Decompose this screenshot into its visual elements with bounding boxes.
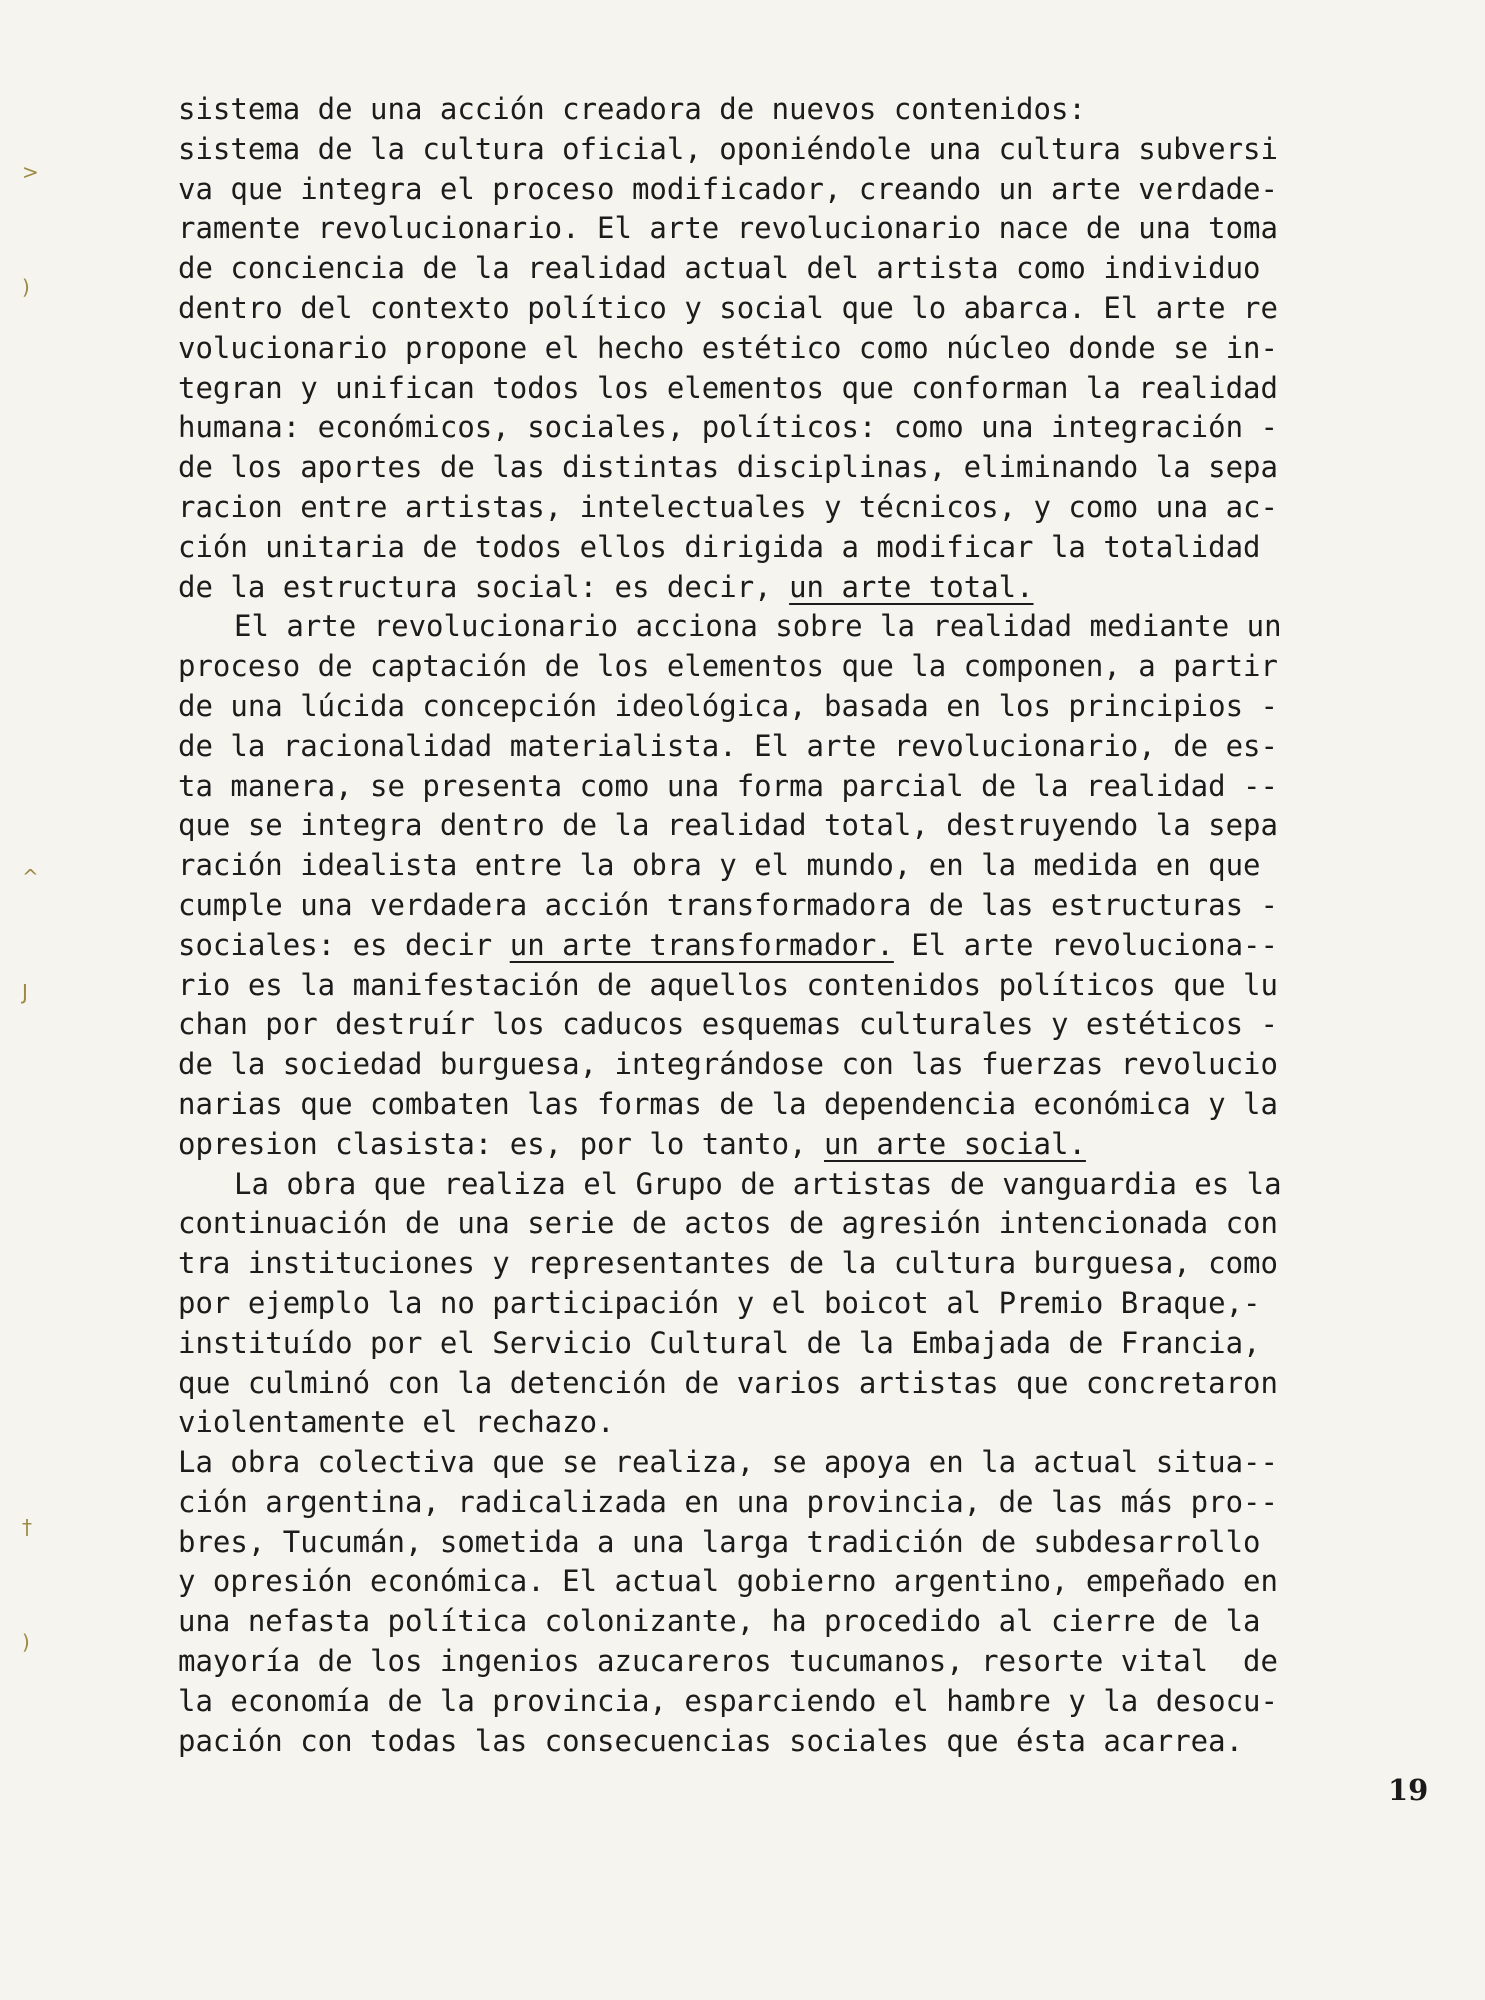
line-text: La obra colectiva que se realiza, se apoya en la actual situa--: [178, 1445, 1278, 1480]
text-line: [178, 846, 1433, 886]
text-line: [178, 607, 1433, 647]
text-line: [178, 1523, 1433, 1563]
underlined-phrase: un arte transformador.: [509, 927, 894, 962]
margin-mark: >: [22, 160, 39, 184]
text-line: [178, 369, 1433, 409]
line-text: narias que combaten las formas de la dependencia económica y la: [178, 1086, 1278, 1121]
line-text: cumple una verdadera acción transformadora de las estructuras -: [178, 887, 1278, 922]
text-line: [178, 886, 1433, 926]
line-text: y opresión económica. El actual gobierno argentino, empeñado en: [178, 1564, 1278, 1599]
line-text: ración idealista entre la obra y el mundo, en la medida en que: [178, 848, 1261, 883]
text-line: [178, 1165, 1433, 1205]
text-line: [178, 170, 1433, 210]
text-line: [178, 1085, 1433, 1125]
text-line: [178, 130, 1433, 170]
text-line: [178, 209, 1433, 249]
text-line: [178, 1483, 1433, 1523]
line-text: sistema de la cultura oficial, oponiéndole una cultura subversi: [178, 131, 1278, 166]
body-text: [178, 90, 1433, 1761]
line-text: violentamente el rechazo.: [178, 1405, 615, 1440]
line-text: continuación de una serie de actos de agresión intencionada con: [178, 1206, 1278, 1241]
line-text: por ejemplo la no participación y el boicot al Premio Braque,-: [178, 1285, 1261, 1320]
line-text: opresion clasista: es, por lo tanto,: [178, 1126, 825, 1161]
line-text: volucionario propone el hecho estético como núcleo donde se in-: [178, 330, 1278, 365]
text-line: [178, 1364, 1433, 1404]
line-text: va que integra el proceso modificador, creando un arte verdade-: [178, 171, 1278, 206]
line-text: instituído por el Servicio Cultural de la Embajada de Francia,: [178, 1325, 1261, 1360]
text-line: [178, 1602, 1433, 1642]
margin-mark: ^: [22, 865, 39, 889]
line-text: de los aportes de las distintas disciplinas, eliminando la sepa: [178, 450, 1278, 485]
line-text: racion entre artistas, intelectuales y técnicos, y como una ac-: [178, 489, 1278, 524]
text-line: [178, 806, 1433, 846]
line-text: sociales: es decir: [178, 927, 510, 962]
text-line: [178, 448, 1433, 488]
text-line: [178, 647, 1433, 687]
line-text: tra instituciones y representantes de la cultura burguesa, como: [178, 1246, 1278, 1281]
line-text: pación con todas las consecuencias sociales que ésta acarrea.: [178, 1723, 1244, 1758]
text-line: [178, 90, 1433, 130]
margin-mark: ): [22, 275, 30, 299]
text-line: [178, 329, 1433, 369]
text-line: [178, 767, 1433, 807]
underlined-phrase: un arte social.: [824, 1126, 1086, 1161]
line-text: que culminó con la detención de varios artistas que concretaron: [178, 1365, 1278, 1400]
text-line: [178, 488, 1433, 528]
line-text: rio es la manifestación de aquellos contenidos políticos que lu: [178, 967, 1278, 1002]
text-line: [178, 687, 1433, 727]
line-text: dentro del contexto político y social que lo abarca. El arte re: [178, 290, 1278, 325]
text-line: [178, 1284, 1433, 1324]
text-line: [178, 727, 1433, 767]
text-line: [178, 528, 1433, 568]
line-text: ción argentina, radicalizada en una provincia, de las más pro--: [178, 1484, 1278, 1519]
margin-mark: †: [22, 1515, 32, 1539]
line-text: ción unitaria de todos ellos dirigida a modificar la totalidad: [178, 529, 1261, 564]
text-line: [178, 249, 1433, 289]
text-line: [178, 1125, 1433, 1165]
line-text: de una lúcida concepción ideológica, basada en los principios -: [178, 688, 1278, 723]
line-text: ta manera, se presenta como una forma parcial de la realidad --: [178, 768, 1278, 803]
line-text: de conciencia de la realidad actual del artista como individuo: [178, 251, 1261, 286]
text-line: [178, 568, 1433, 608]
line-text: chan por destruír los caducos esquemas culturales y estéticos -: [178, 1007, 1278, 1042]
text-line: [178, 966, 1433, 1006]
margin-mark: ): [22, 1630, 30, 1654]
line-text: la economía de la provincia, esparciendo el hambre y la desocu-: [178, 1683, 1278, 1718]
line-text: una nefasta política colonizante, ha procedido al cierre de la: [178, 1604, 1261, 1639]
line-text: de la sociedad burguesa, integrándose con las fuerzas revolucio: [178, 1047, 1278, 1082]
text-line: [178, 289, 1433, 329]
line-text: humana: económicos, sociales, políticos: como una integración -: [178, 410, 1278, 445]
text-line: [178, 1204, 1433, 1244]
line-text: proceso de captación de los elementos que la componen, a partir: [178, 649, 1278, 684]
text-line: [178, 1722, 1433, 1762]
line-text: ramente revolucionario. El arte revolucionario nace de una toma: [178, 211, 1278, 246]
line-text: mayoría de los ingenios azucareros tucumanos, resorte vital de: [178, 1644, 1278, 1679]
line-text: sistema de una acción creadora de nuevos contenidos:: [178, 92, 1086, 126]
text-line: [178, 1562, 1433, 1602]
text-line: [178, 408, 1433, 448]
text-line: [178, 1005, 1433, 1045]
line-text: bres, Tucumán, sometida a una larga tradición de subdesarrollo: [178, 1524, 1261, 1559]
line-text: tegran y unifican todos los elementos que conforman la realidad: [178, 370, 1278, 405]
text-line: [178, 1324, 1433, 1364]
text-line: [178, 1045, 1433, 1085]
line-text: El arte revoluciona--: [893, 927, 1278, 962]
margin-mark: J: [22, 980, 28, 1004]
page-number: 19: [1388, 1773, 1429, 1807]
text-line: [178, 1244, 1433, 1284]
text-line: [178, 926, 1433, 966]
text-line: [178, 1443, 1433, 1483]
line-text: de la estructura social: es decir,: [178, 569, 790, 604]
text-line: [178, 1642, 1433, 1682]
underlined-phrase: un arte total.: [789, 569, 1034, 604]
line-text: La obra que realiza el Grupo de artistas de vanguardia es la: [234, 1166, 1282, 1201]
text-line: [178, 1682, 1433, 1722]
line-text: El arte revolucionario acciona sobre la realidad mediante un: [234, 609, 1282, 644]
line-text: de la racionalidad materialista. El arte revolucionario, de es-: [178, 728, 1278, 763]
line-text: que se integra dentro de la realidad total, destruyendo la sepa: [178, 808, 1278, 843]
text-line: [178, 1403, 1433, 1443]
